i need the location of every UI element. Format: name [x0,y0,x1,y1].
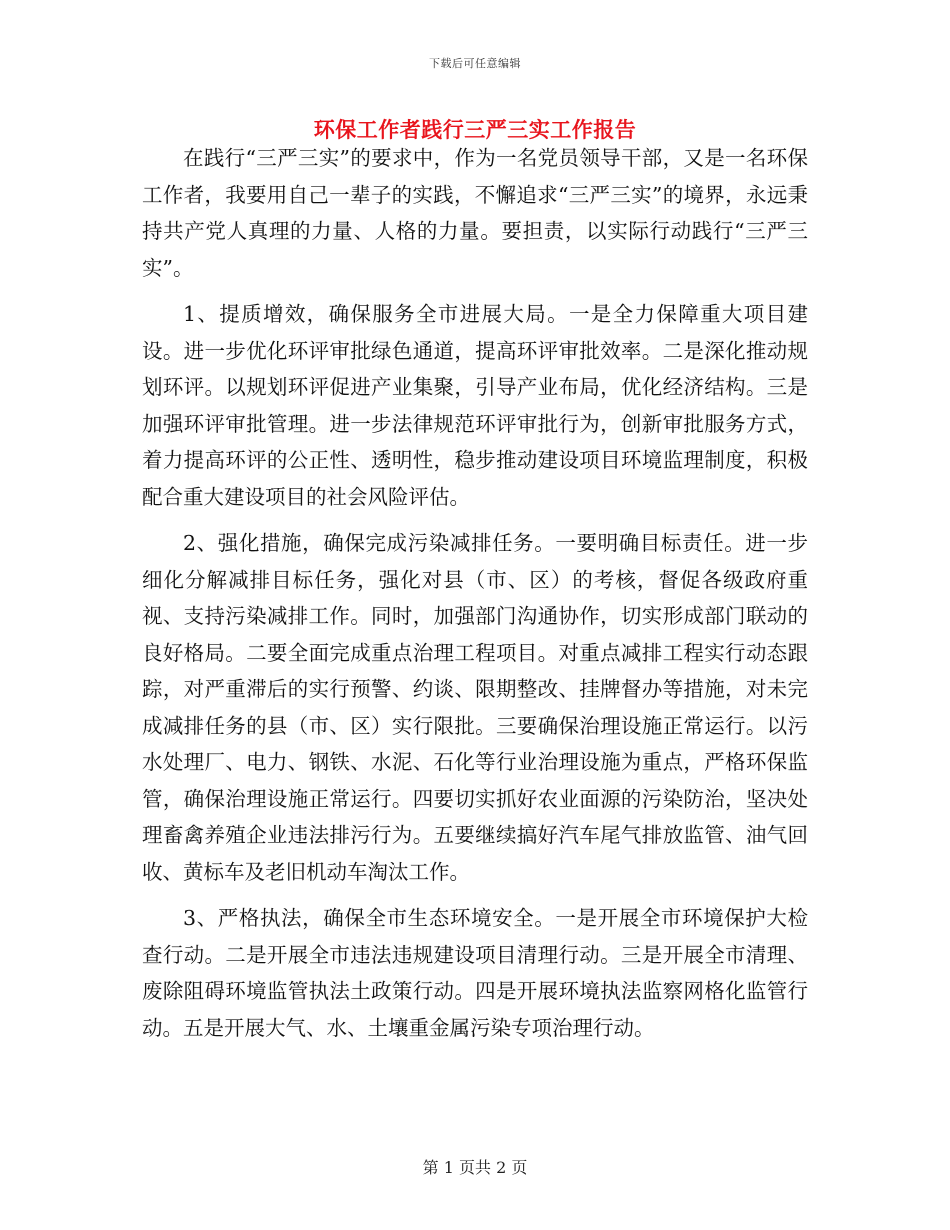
document-title: 环保工作者践行三严三实工作报告 [313,117,637,142]
document-body [142,140,808,1056]
paragraph-intro: 在践行“三严三实”的要求中，作为一名党员领导干部，又是一名环保工作者，我要用自己一辈子的实践，不懈追求“三严三实”的境界，永远秉持共产党人真理的力量、人格的力量。要担责，以实际行动践行“三严三实”。 [142,146,808,280]
paragraph-section-1: 1、提质增效，确保服务全市进展大局。一是全力保障重大项目建设。进一步优化环评审批绿色通道，提高环评审批效率。二是深化推动规划环评。以规划环评促进产业集聚，引导产业布局，优化经济结构。三是加强环评审批管理。进一步法律规范环评审批行为，创新审批服务方式，着力提高环评的公正性、透明性，稳步推动建设项目环境监理制度，积极配合重大建设项目的社会风险评估。 [142,302,808,509]
header-note: 下载后可任意编辑 [429,57,521,70]
paragraph-section-3: 3、严格执法，确保全市生态环境安全。一是开展全市环境保护大检查行动。二是开展全市违法违规建设项目清理行动。三是开展全市清理、废除阻碍环境监管执法土政策行动。四是开展环境执法监察网格化监管行动。五是开展大气、水、土壤重金属污染专项治理行动。 [142,906,808,1040]
page-number: 第 1 页共 2 页 [422,1158,528,1177]
paragraph-section-2: 2、强化措施，确保完成污染减排任务。一要明确目标责任。进一步细化分解减排目标任务，强化对县（市、区）的考核，督促各级政府重视、支持污染减排工作。同时，加强部门沟通协作，切实形成部门联动的良好格局。二要全面完成重点治理工程项目。对重点减排工程实行动态跟踪，对严重滞后的实行预警、约谈、限期整改、挂牌督办等措施，对未完成减排任务的县（市、区）实行限批。三要确保治理设施正常运行。以污水处理厂、电力、钢铁、水泥、石化等行业治理设施为重点，严格环保监管，确保治理设施正常运行。四要切实抓好农业面源的污染防治，坚决处理畜禽养殖企业违法排污行为。五要继续搞好汽车尾气排放监管、油气回收、黄标车及老旧机动车淘汰工作。 [142,531,808,884]
